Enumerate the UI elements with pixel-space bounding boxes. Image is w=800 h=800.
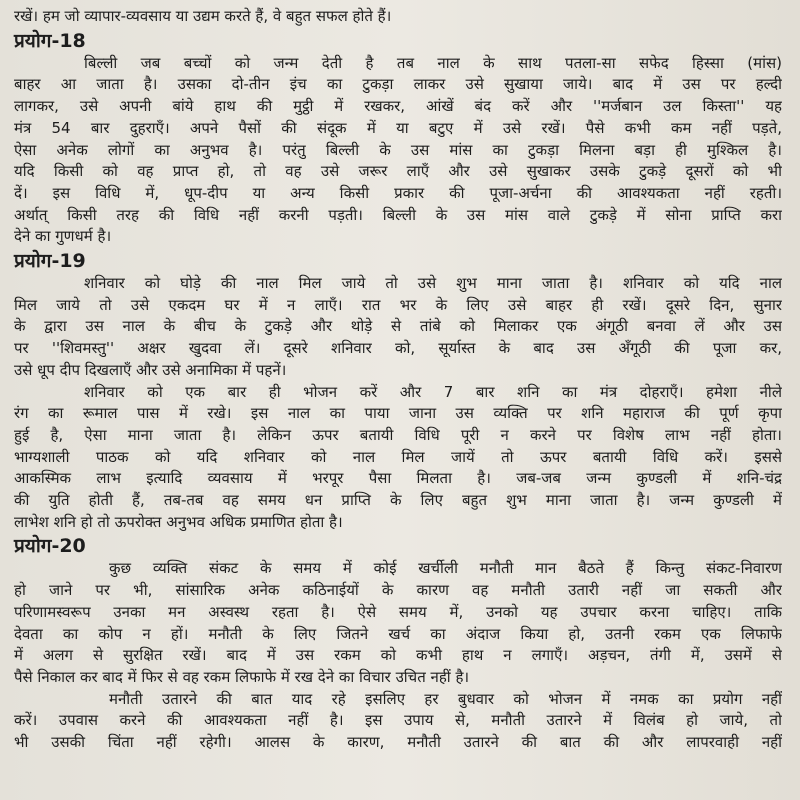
text-line: पैसे निकाल कर बाद में फिर से वह रकम लिफाफे में रख देने का विचार उचित नहीं है।: [14, 667, 470, 686]
text-line: में अलग से सुरक्षित रखें। बाद में उस रकम को कभी हाथ न लगाएँ। अड़चन, तंगी में, उसमें से: [14, 646, 782, 665]
text-line: मिल जाये तो उसे एकदम घर में न लाएँ। रात भर के लिए उसे बाहर ही रखें। दूसरे दिन, सुनार: [14, 295, 782, 314]
intro-text: [14, 6, 782, 28]
paragraph: [14, 273, 782, 382]
paragraph: [14, 558, 782, 688]
text-line: मनौती उतारने की बात याद रहे इसलिए हर बुधवार को भोजन में नमक का प्रयोग नहीं: [109, 689, 782, 708]
text-line: यदि किसी को वह प्राप्त हो, तो वह उसे जरूर लाएँ और उसे सुखाकर उसके टुकड़े दूसरों को भी: [14, 162, 782, 181]
text-line: कुछ व्यक्ति संकट के समय में कोई खर्चीली मनौती मान बैठते हैं किन्तु संकट-निवारण: [109, 559, 782, 578]
text-line: लागकर, उसे अपनी बांये हाथ की मुट्ठी में रखकर, आंखें बंद करें और ''मर्जबान उल किस्ता'' यह: [14, 97, 782, 116]
paragraph: [14, 689, 782, 754]
paragraph: [14, 53, 782, 248]
text-line: शनिवार को घोड़े की नाल मिल जाये तो उसे शुभ माना जाता है। शनिवार को यदि नाल: [84, 274, 782, 293]
text-line: देवता का कोप न हों। मनौती के लिए जितने खर्च का अंदाज किया हो, उतनी रकम एक लिफाफे: [14, 624, 782, 643]
text-line: की युति होती हैं, तब-तब वह समय धन प्राप्ति के लिए बहुत शुभ माना जाता है। जन्म कुण्डली में: [14, 491, 782, 510]
section-20: [14, 535, 782, 753]
text-line: भाग्यशाली पाठक को यदि शनिवार को नाल मिल जायें तो ऊपर बतायी विधि करें। इससे: [14, 447, 782, 466]
text-line: देने का गुणधर्म है।: [14, 227, 112, 246]
text-line: के द्वारा उस नाल के बीच के टुकड़े और थोड़े से तांबे को मिलाकर एक अंगूठी बनवा लें और उस: [14, 317, 782, 336]
text-line: बाहर आ जाता है। उसका दो-तीन इंच का टुकड़ा लाकर उसे सुखाया जाये। बाद में उस पर हल्दी: [14, 75, 782, 94]
text-line: उसे धूप दीप दिखलाएँ और उसे अनामिका में पहनें।: [14, 360, 287, 379]
section-heading: प्रयोग-18: [14, 29, 86, 52]
text-line: परिणामस्वरूप उनका मन अस्वस्थ रहता है। ऐसे समय में, उनको यह उपचार करना चाहिए। ताकि: [14, 602, 782, 621]
text-line: रंग का रूमाल पास में रखे। इस नाल का पाया जाना उस व्यक्ति पर शनि महाराज की पूर्ण कृपा: [14, 404, 782, 423]
text-line: पर ''शिवमस्तु'' अक्षर खुदवा लें। दूसरे शनिवार को, सूर्यास्त के बाद उस अँगूठी की पूजा कर,: [14, 339, 782, 358]
section-heading: प्रयोग-19: [14, 250, 86, 273]
text-line: शनिवार को एक बार ही भोजन करें और 7 बार शनि का मंत्र दोहराएँ। हमेशा नीले: [84, 382, 782, 401]
section-heading: प्रयोग-20: [14, 535, 86, 558]
section-18: [14, 30, 782, 248]
section-19: [14, 250, 782, 533]
sections: [14, 30, 782, 754]
text-line: अर्थात् किसी तरह की विधि नहीं करनी पड़ती। बिल्ली के उस मांस वाले टुकड़े में सोना प्राप्ति करा: [14, 205, 782, 224]
text-line: आकस्मिक लाभ इत्यादि व्यवसाय में भरपूर पैसा मिलता है। जब-जब जन्म कुण्डली में शनि-चंद्र: [14, 469, 782, 488]
text-line: हो जाने पर भी, सांसारिक अनेक कठिनाईयों के कारण वह मनौती उतारी नहीं जा सकती और: [14, 581, 782, 600]
text-line: करें। उपवास करने की आवश्यकता नहीं है। इस उपाय से, मनौती उतारने में विलंब हो जाये, तो: [14, 711, 782, 730]
text-line: दें। इस विधि में, धूप-दीप या अन्य किसी प्रकार की पूजा-अर्चना की आवश्यकता नहीं रहती।: [14, 183, 782, 202]
text-line: ऐसा अनेक लोगों का अनुभव है। परंतु बिल्ली के उस मांस का टुकड़ा मिलना बड़ा ही मुश्किल है।: [14, 140, 782, 159]
text-line: भी उसकी चिंता नहीं रहेगी। आलस के कारण, मनौती उतारने की बात की और लापरवाही नहीं: [14, 733, 782, 752]
paragraph: [14, 382, 782, 534]
text-line: हुई है, ऐसा माना जाता है। लेकिन ऊपर बतायी विधि पूरी न करने पर विशेष लाभ नहीं होता।: [14, 425, 782, 444]
text-line: मंत्र 54 बार दुहराएँ। अपने पैसों की संदूक में या बटुए में उसे रखें। पैसे कभी कम नहीं पड़ते,: [14, 118, 782, 137]
text-line: लाभेश शनि हो तो ऊपरोक्त अनुभव अधिक प्रमाणित होता है।: [14, 512, 343, 531]
text-line: रखें। हम जो व्यापार-व्यवसाय या उद्यम करते हैं, वे बहुत सफल होते हैं।: [14, 7, 392, 25]
text-line: बिल्ली जब बच्चों को जन्म देती है तब नाल के साथ पतला-सा सफेद हिस्सा (मांस): [84, 53, 782, 72]
